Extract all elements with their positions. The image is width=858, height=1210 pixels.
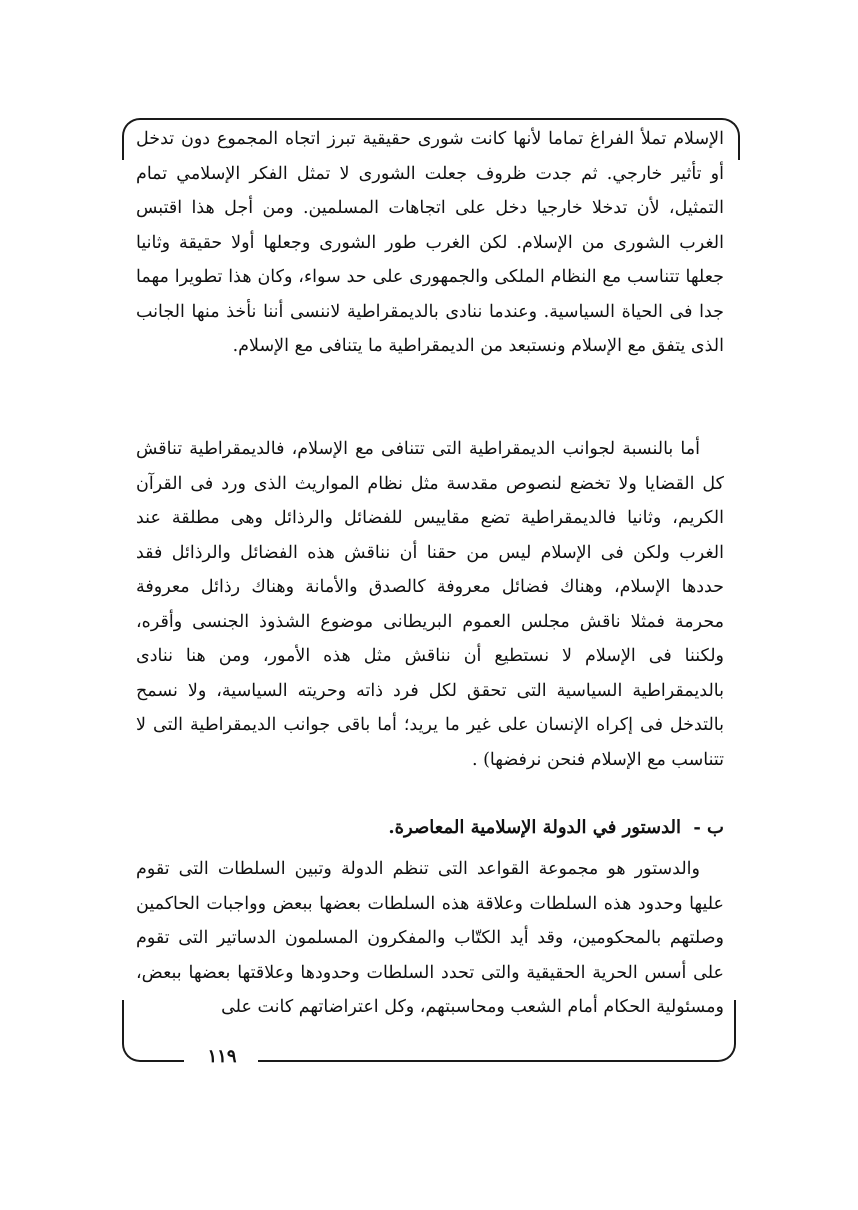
- paragraph-3: والدستور هو مجموعة القواعد التى تنظم الدولة وتبين السلطات التى تقوم عليها وحدود هذه السلطات وعلاقة هذه السلطات بعضها ببعض وواجبات الحاكمين وصلتهم بالمحكومين، وقد أيد الكتّاب والمفكرون المسلمون الدساتير التى تقوم على أسس الحرية الحقيقية والتى تحدد السلطات وحدودها وعلاقتها بعضها ببعض، ومسئولية الحكام أمام الشعب ومحاسبتهم، وكل اعتراضاتهم كانت على: [136, 859, 724, 1017]
- paragraph-2: أما بالنسبة لجوانب الديمقراطية التى تتنافى مع الإسلام، فالديمقراطية تناقش كل القضايا ولا تخضع لنصوص مقدسة مثل نظام المواريث الذى ورد فى القرآن الكريم، وثانيا فالديمقراطية تضع مقاييس للفضائل والرذائل وهى مطلقة عند الغرب ولكن فى الإسلام ليس من حقنا أن نناقش هذه الفضائل والرذائل فقد حددها الإسلام، وهناك فضائل معروفة كالصدق والأمانة وهناك رذائل معروفة محرمة فمثلا ناقش مجلس العموم البريطانى موضوع الشذوذ الجنسى وأقره، ولكننا فى الإسلام لا نستطيع أن نناقش مثل هذه الأمور، ومن هنا ننادى بالديمقراطية السياسية التى تحقق لكل فرد ذاته وحريته السياسية، ولا نسمح بالتدخل فى إكراه الإنسان على غير ما يريد؛ أما باقى جوانب الديمقراطية التى لا تتناسب مع الإسلام فنحن نرفضها) .: [136, 439, 724, 770]
- page-number: ١١٩: [207, 1046, 237, 1067]
- footer-rule-right: [258, 1060, 708, 1062]
- paragraph-1: الإسلام تملأ الفراغ تماما لأنها كانت شورى حقيقية تبرز اتجاه المجموع دون تدخل أو تأثير خارجي. ثم جدت ظروف جعلت الشورى لا تمثل الفكر الإسلامي تمام التمثيل، لأن تدخلا خارجيا دخل على اتجاهات المسلمين. ومن أجل هذا اقتبس الغرب الشورى من الإسلام. لكن الغرب طور الشورى وجعلها أولا حقيقة وثانيا جعلها تتناسب مع النظام الملكى والجمهورى على حد سواء، وكان هذا تطويرا مهما جدا فى الحياة السياسية. وعندما ننادى بالديمقراطية لاننسى أننا نأخذ منها الجانب الذى يتفق مع الإسلام ونستبعد من الديمقراطية ما يتنافى مع الإسلام.: [136, 129, 724, 356]
- section-heading-prefix: ب -: [693, 817, 724, 838]
- section-heading: [136, 812, 724, 844]
- section-heading-title: الدستور في الدولة الإسلامية المعاصرة.: [388, 817, 682, 838]
- footer-rule-left: [148, 1060, 184, 1062]
